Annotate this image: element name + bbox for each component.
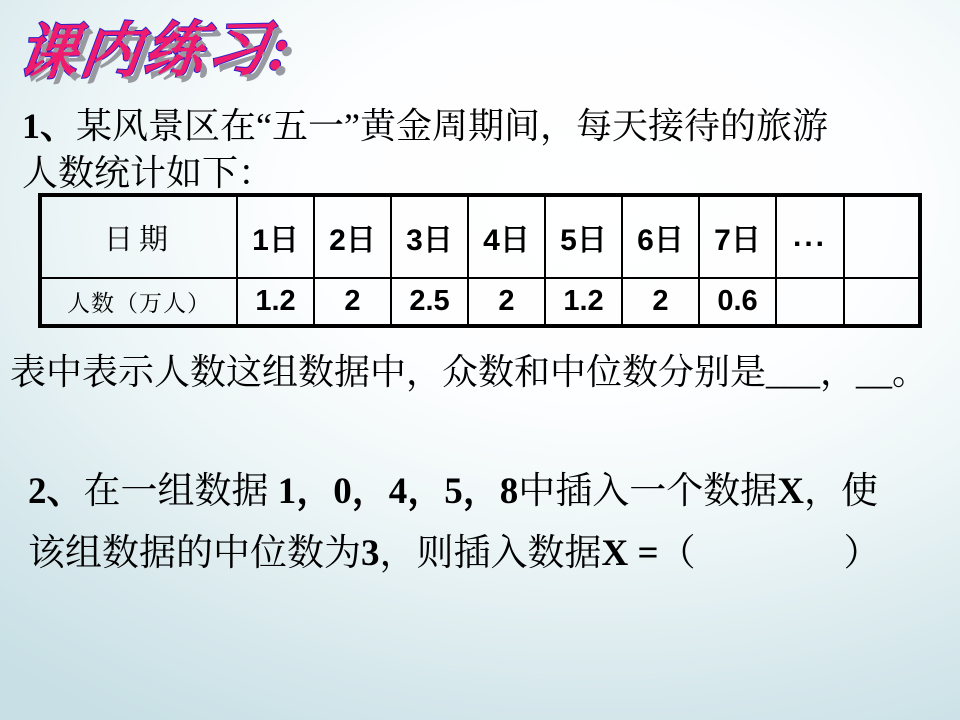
question2-line2-t1: 该组数据的中位数为: [28, 533, 361, 574]
table-value-empty: [844, 278, 920, 326]
table-value-day2: 2: [314, 278, 391, 326]
table-value-day5: 1.2: [545, 278, 622, 326]
fill-question-text: [10, 349, 928, 395]
table-value-day6: 2: [622, 278, 699, 326]
question2-t1: 在一组数据: [83, 471, 278, 512]
table-header-day4: 4日: [468, 195, 545, 278]
question2-number: 2、: [28, 471, 84, 512]
tourist-table-container: [38, 193, 922, 328]
question1-line2: 人数统计如下：: [22, 153, 275, 193]
table-value-day7: 0.6: [699, 278, 776, 326]
question2-line2-t2: ，则插入数据: [379, 533, 602, 574]
question2-data-list: 1，0，4，5，8: [277, 471, 519, 512]
table-header-row: [40, 195, 920, 278]
tourist-table: [38, 193, 922, 328]
table-header-ellipsis: ...: [776, 195, 844, 278]
table-value-ellipsis: [776, 278, 844, 326]
table-header-day1: 1日: [237, 195, 314, 278]
question1-line1: [22, 103, 828, 150]
table-value-label: 人数（万人）: [40, 278, 237, 326]
table-header-date: 日期: [40, 195, 237, 278]
fill-question-stem: 表中表示人数这组数据中，众数和中位数分别是: [10, 352, 767, 392]
table-header-day2: 2日: [314, 195, 391, 278]
question2-variable-x: X: [777, 471, 804, 512]
table-value-day1: 1.2: [237, 278, 314, 326]
question2-line1: [28, 461, 881, 523]
table-header-day7: 7日: [699, 195, 776, 278]
question2-t2: 中插入一个数据: [518, 471, 778, 512]
table-value-day3: 2.5: [391, 278, 468, 326]
question1-number: 1、: [22, 106, 77, 146]
table-header-day5: 5日: [545, 195, 622, 278]
table-header-empty: [844, 195, 920, 278]
table-value-row: [40, 278, 920, 326]
title-wordart: 课内练习:: [13, 15, 298, 87]
question2-t3: ，使: [803, 471, 878, 512]
fill-question-period: 。: [892, 352, 929, 392]
question1-text: [22, 103, 828, 197]
question2-median-value: 3: [361, 533, 380, 574]
table-header-day3: 3日: [391, 195, 468, 278]
table-value-day4: 2: [468, 278, 545, 326]
question2-x-equals: X =: [601, 533, 659, 574]
fill-question-comma: ，: [820, 352, 857, 392]
fill-question-blank2: __: [856, 352, 893, 392]
fill-question-blank1: ___: [766, 352, 821, 392]
question1-line1-text: 某风景区在“五一”黄金周期间，每天接待的旅游: [76, 106, 828, 146]
question2-answer-parens: （ ）: [658, 533, 881, 574]
table-header-day6: 6日: [622, 195, 699, 278]
question2-line2: [28, 523, 881, 585]
question2-text: [28, 461, 881, 585]
